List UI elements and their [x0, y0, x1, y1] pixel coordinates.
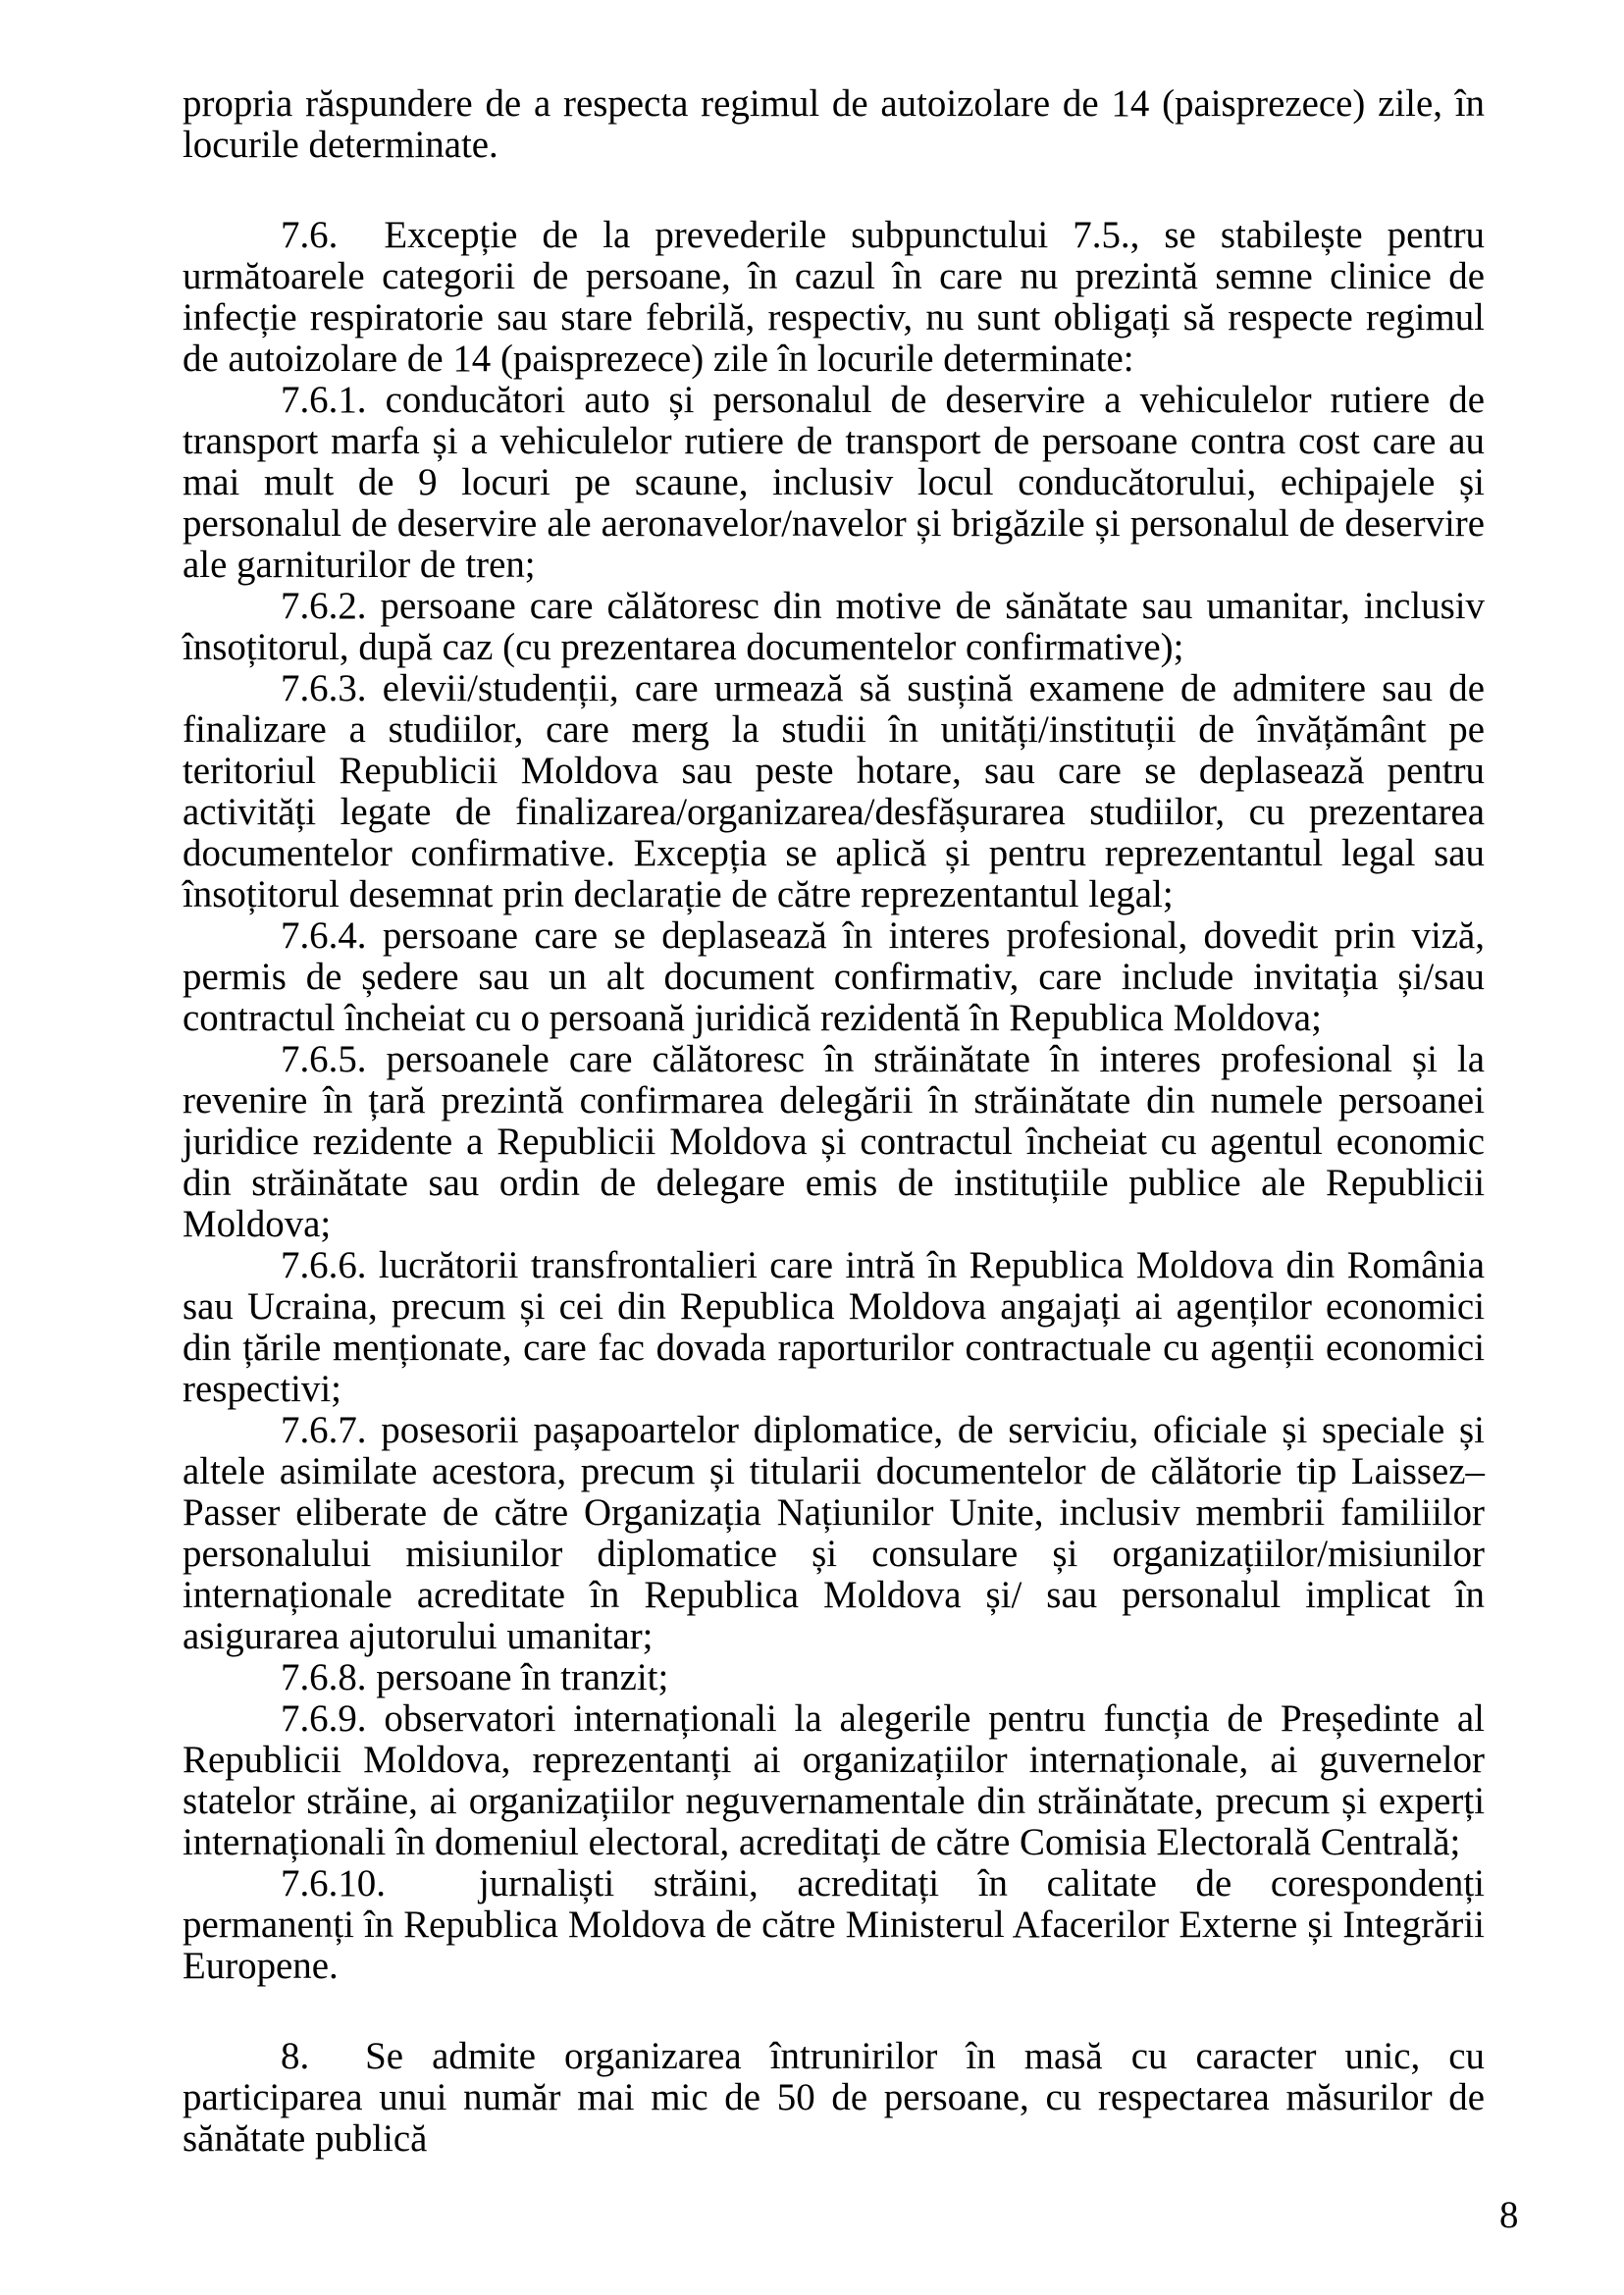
- paragraph-number: 7.6.2.: [281, 585, 367, 627]
- paragraph-number: 7.6.10.: [281, 1862, 386, 1904]
- paragraph: [183, 215, 1485, 380]
- paragraph-text: propria răspundere de a respecta regimul de autoizolare de 14 (paisprezece) zile, în locurile determinate.: [183, 82, 1485, 166]
- paragraph-number: 7.6.8.: [281, 1656, 367, 1698]
- paragraph-text: elevii/studenții, care urmează să susțină examene de admitere sau de finalizare a studiilor, care merg la studii în unități/instituții de învățământ pe teritoriul Republicii Moldova sau peste hotare, sau care se deplasează pentru activități legate de finalizarea/organizarea/desfășurarea studiilor, cu prezentarea documentelor confirmative. Excepția se aplică și pentru reprezentantul legal sau însoțitorul desemnat prin declarație de către reprezentantul legal;: [183, 667, 1485, 915]
- paragraph-number: 7.6.9.: [281, 1697, 367, 1740]
- paragraph-text: posesorii pașapoartelor diplomatice, de serviciu, oficiale și speciale și altele asimilate acestora, precum și titularii documentelor de călătorie tip Laissez–Passer eliberate de către Organizația Națiunilor Unite, inclusiv membrii familiilor personalului misiunilor diplomatice și consulare și organizațiilor/misiunilor internaționale acreditate în Republica Moldova și/ sau personalul implicat în asigurarea ajutorului umanitar;: [183, 1409, 1485, 1657]
- paragraph-text: persoane în tranzit;: [376, 1656, 669, 1698]
- paragraph-number: 7.6.4.: [281, 914, 367, 957]
- paragraph: [183, 83, 1485, 166]
- paragraph: [183, 2036, 1485, 2160]
- paragraph: [183, 1039, 1485, 1245]
- paragraph: [183, 1245, 1485, 1410]
- paragraph-text: Excepție de la prevederile subpunctului 7.5., se stabilește pentru următoarele categorii de persoane, în cazul în care nu prezintă semne clinice de infecție respiratorie sau stare febrilă, respectiv, nu sunt obligați să respecte regimul de autoizolare de 14 (paisprezece) zile în locurile determinate:: [183, 214, 1485, 380]
- page-number: 8: [1499, 2194, 1519, 2236]
- paragraph-text: persoane care se deplasează în interes profesional, dovedit prin viză, permis de ședere sau un alt document confirmativ, care include invitația și/sau contractul încheiat cu o persoană juridică rezidentă în Republica Moldova;: [183, 914, 1485, 1039]
- paragraph: [183, 668, 1485, 915]
- paragraph-number: 7.6.: [281, 214, 339, 256]
- paragraph: [183, 1657, 1485, 1698]
- paragraph-number: 8.: [281, 2035, 310, 2077]
- paragraph-text: conducători auto și personalul de deservire a vehiculelor rutiere de transport marfa și a vehiculelor rutiere de transport de persoane contra cost care au mai mult de 9 locuri pe scaune, inclusiv locul conducătorului, echipajele și personalul de deservire ale aeronavelor/navelor și brigăzile și personalul de deservire ale garniturilor de tren;: [183, 379, 1485, 586]
- paragraph-text: lucrătorii transfrontalieri care intră în Republica Moldova din România sau Ucraina, precum și cei din Republica Moldova angajați ai agenților economici din țările menționate, care fac dovada raporturilor contractuale cu agenții economici respectivi;: [183, 1244, 1485, 1410]
- document-body: [183, 83, 1485, 2160]
- paragraph: [183, 915, 1485, 1039]
- paragraph-number: 7.6.1.: [281, 379, 367, 421]
- paragraph: [183, 1863, 1485, 1987]
- paragraph-text: persoane care călătoresc din motive de sănătate sau umanitar, inclusiv însoțitorul, după caz (cu prezentarea documentelor confirmative);: [183, 585, 1485, 668]
- paragraph: [183, 586, 1485, 668]
- paragraph-number: 7.6.3.: [281, 667, 367, 709]
- paragraph-text: observatori internaționali la alegerile pentru funcția de Președinte al Republicii Moldova, reprezentanți ai organizațiilor internaționale, ai guvernelor statelor străine, ai organizațiilor neguvernamentale din străinătate, precum și experți internaționali în domeniul electoral, acreditați de către Comisia Electorală Centrală;: [183, 1697, 1485, 1863]
- paragraph-text: persoanele care călătoresc în străinătate în interes profesional și la revenire în țară prezintă confirmarea delegării în străinătate din numele persoanei juridice rezidente a Republicii Moldova și contractul încheiat cu agentul economic din străinătate sau ordin de delegare emis de instituțiile publice ale Republicii Moldova;: [183, 1038, 1485, 1245]
- paragraph: [183, 1410, 1485, 1657]
- paragraph: [183, 380, 1485, 586]
- paragraph-number: 7.6.7.: [281, 1409, 367, 1451]
- paragraph-text: jurnaliști străini, acreditați în calitate de corespondenți permanenți în Republica Moldova de către Ministerul Afacerilor Externe și Integrării Europene.: [183, 1862, 1485, 1987]
- paragraph-number: 7.6.6.: [281, 1244, 367, 1286]
- paragraph: [183, 1698, 1485, 1863]
- paragraph-text: Se admite organizarea întrunirilor în masă cu caracter unic, cu participarea unui număr mai mic de 50 de persoane, cu respectarea măsurilor de sănătate publică: [183, 2035, 1485, 2160]
- paragraph-number: 7.6.5.: [281, 1038, 367, 1080]
